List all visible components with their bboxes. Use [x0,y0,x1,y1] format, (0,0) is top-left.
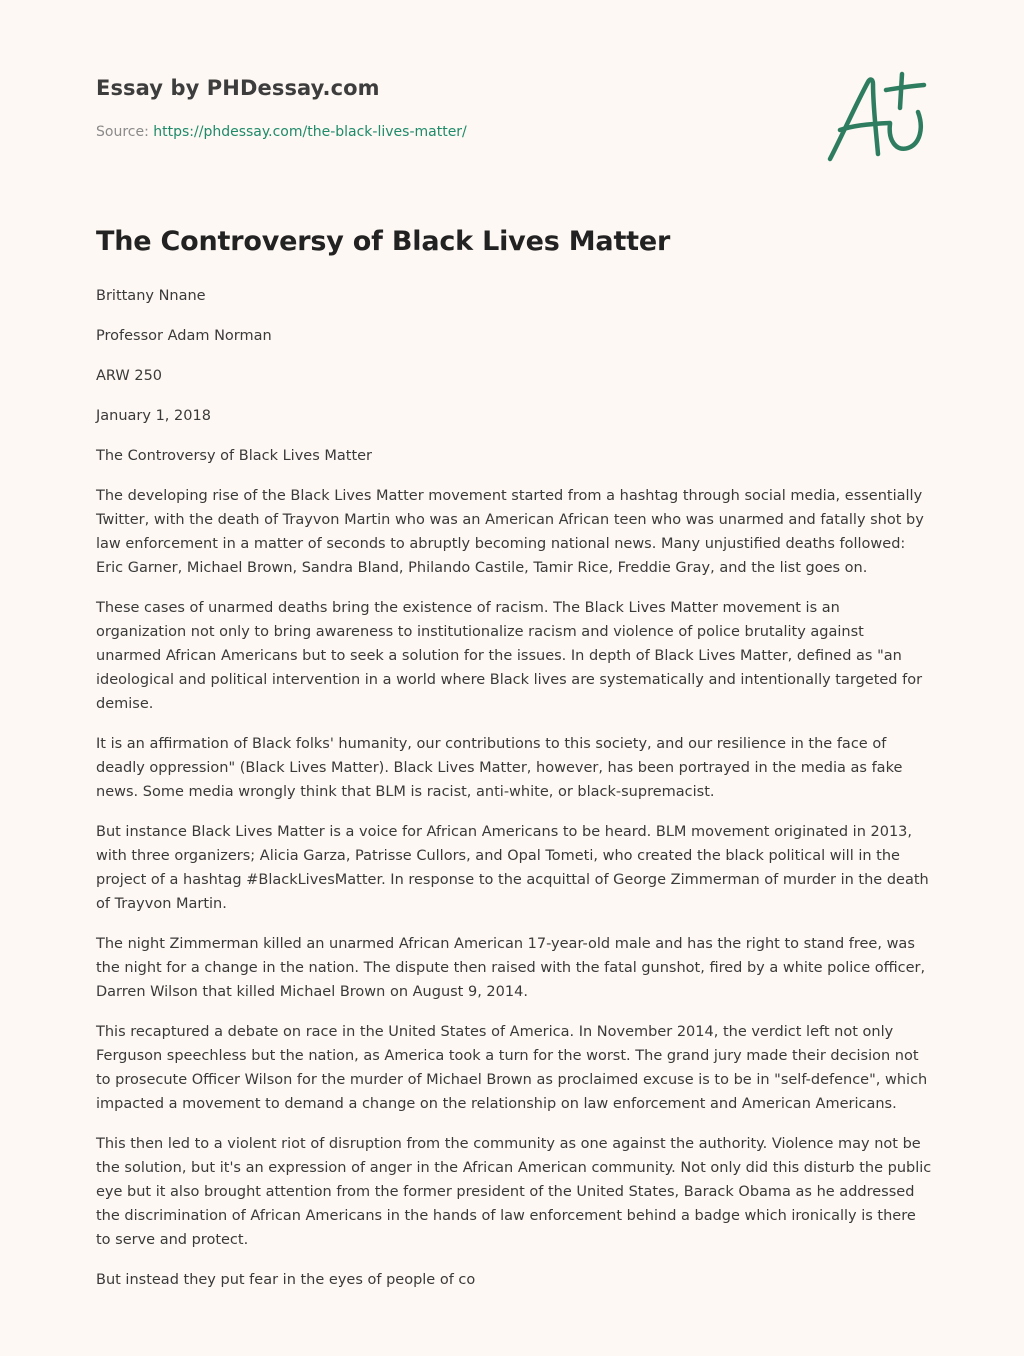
source-link[interactable]: https://phdessay.com/the-black-lives-matter/ [153,124,467,140]
a-plus-logo-icon [820,66,930,166]
paragraph-truncated: But instead they put fear in the eyes of people of co [96,1272,476,1288]
course-code: ARW 250 [96,368,163,384]
paragraph: It is an affirmation of Black folks' humanity, our contributions to this society, and our resilience in the face of deadly oppression" (Black Lives Matter). Black Lives Matter, however, has been portrayed in the media as fake news. Some media wrongly think that BLM is racist, anti-white, or black-supremacist. [96,736,903,800]
paragraph: The night Zimmerman killed an unarmed African American 17-year-old male and has the right to stand free, was the night for a change in the nation. The dispute then raised with the fatal gunshot, fired by a white police officer, Darren Wilson that killed Michael Brown on August 9, 2014. [96,936,926,1000]
paragraph: These cases of unarmed deaths bring the existence of racism. The Black Lives Matter movement is an organization not only to bring awareness to institutionalize racism and violence of police brutality against unarmed African Americans but to seek a solution for the issues. In depth of Black Lives Matter, defined as "an ideological and political intervention in a world where Black lives are systematically and intentionally targeted for demise. [96,600,923,712]
essay-title: The Controversy of Black Lives Matter [96,226,671,257]
site-title: Essay by PHDessay.com [96,76,380,100]
professor-name: Professor Adam Norman [96,328,272,344]
paragraph: This then led to a violent riot of disruption from the community as one against the authority. Violence may not be the solution, but it's an expression of anger in the African American community. Not only did this disturb the public eye but it also brought attention from the former president of the United States, Barack Obama as he addressed the discrimination of African Americans in the hands of law enforcement behind a badge which ironically is there to serve and protect. [96,1136,932,1248]
source-label: Source: [96,124,149,140]
source-line [96,124,467,140]
essay-date: January 1, 2018 [96,408,211,424]
paragraph: This recaptured a debate on race in the United States of America. In November 2014, the verdict left not only Ferguson speechless but the nation, as America took a turn for the worst. The grand jury made their decision not to prosecute Officer Wilson for the murder of Michael Brown as proclaimed excuse is to be in "self-defence", which impacted a movement to demand a change on the relationship on law enforcement and American Americans. [96,1024,928,1112]
paragraph: But instance Black Lives Matter is a voice for African Americans to be heard. BLM movement originated in 2013, with three organizers; Alicia Garza, Patrisse Cullors, and Opal Tometi, who created the black political will in the project of a hashtag #BlackLivesMatter. In response to the acquittal of George Zimmerman of murder in the death of Trayvon Martin. [96,824,929,912]
author-name: Brittany Nnane [96,288,206,304]
essay-body [96,284,932,1308]
essay-inner-title: The Controversy of Black Lives Matter [96,448,373,464]
paragraph: The developing rise of the Black Lives Matter movement started from a hashtag through social media, essentially Twitter, with the death of Trayvon Martin who was an American African teen who was unarmed and fatally shot by law enforcement in a matter of seconds to abruptly becoming national news. Many unjustified deaths followed: Eric Garner, Michael Brown, Sandra Bland, Philando Castile, Tamir Rice, Freddie Gray, and the list goes on. [96,488,924,576]
